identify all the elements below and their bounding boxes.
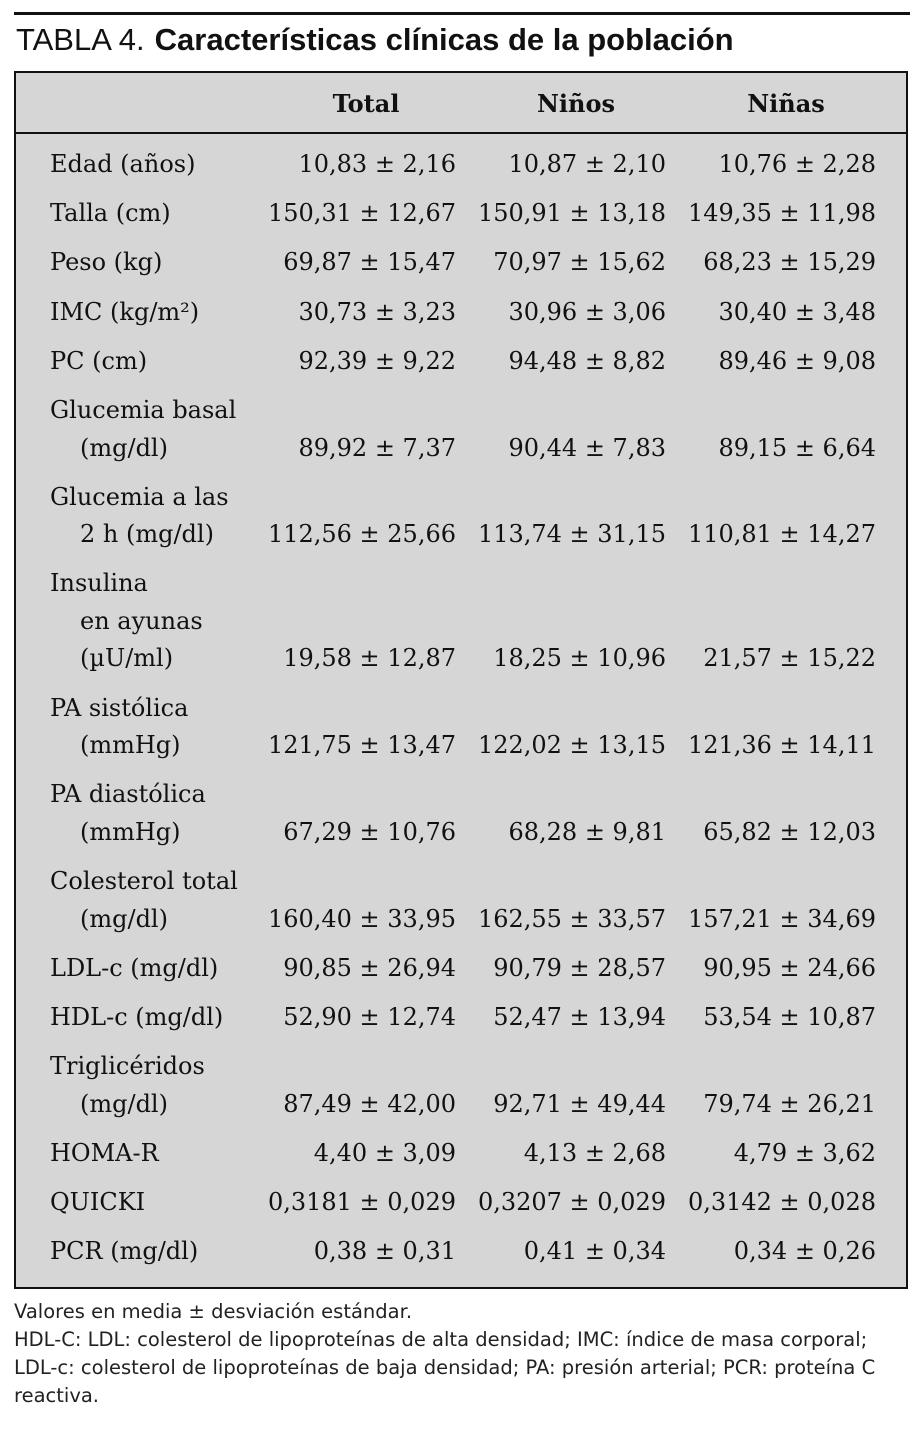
row-label: [50, 950, 290, 988]
value-ninos: 113,74 ± 31,15: [477, 520, 666, 549]
row-label-line: IMC (kg/m²): [50, 297, 200, 326]
row-label-line: PC (cm): [50, 346, 148, 375]
header-total: Total: [332, 89, 400, 118]
row-label-line: Glucemia a las: [50, 482, 229, 511]
table-row: [16, 1048, 906, 1123]
row-label-line: (mg/dl): [80, 433, 168, 462]
value-ninos: 0,41 ± 0,34: [523, 1237, 666, 1266]
value-ninas: 89,15 ± 6,64: [718, 433, 876, 462]
value-total: 121,75 ± 13,47: [267, 731, 456, 760]
row-label-line: en ayunas: [80, 606, 203, 635]
table-row: [16, 294, 906, 332]
row-label-line: PA diastólica: [50, 780, 206, 809]
row-label-line: Peso (kg): [50, 248, 163, 277]
table-row: [16, 146, 906, 184]
table-row: [16, 392, 906, 467]
value-ninos: 52,47 ± 13,94: [493, 1002, 666, 1031]
value-total: 112,56 ± 25,66: [267, 520, 456, 549]
table-row: [16, 690, 906, 765]
value-ninas: 68,23 ± 15,29: [703, 248, 876, 277]
row-label-line: (mg/dl): [80, 1089, 168, 1118]
row-label-line: PCR (mg/dl): [50, 1237, 199, 1266]
value-ninas: 4,79 ± 3,62: [733, 1138, 876, 1167]
value-ninos: 70,97 ± 15,62: [493, 248, 666, 277]
row-label-line: (mmHg): [80, 731, 181, 760]
value-total: 4,40 ± 3,09: [313, 1138, 456, 1167]
row-label: [50, 479, 290, 554]
row-label-line: QUICKI: [50, 1188, 146, 1216]
value-total: 150,31 ± 12,67: [267, 199, 456, 228]
value-total: 87,49 ± 42,00: [283, 1089, 456, 1118]
table-caption: Características clínicas de la población: [154, 22, 734, 57]
value-total: 19,58 ± 12,87: [283, 644, 456, 673]
row-label: [50, 146, 290, 184]
value-ninos: 94,48 ± 8,82: [508, 346, 666, 375]
data-table: [14, 71, 908, 1289]
value-total: 30,73 ± 3,23: [298, 297, 456, 326]
row-label-line: Glucemia basal: [50, 396, 237, 424]
row-label-line: HDL-c (mg/dl): [50, 1002, 224, 1031]
value-ninas: 21,57 ± 15,22: [703, 644, 876, 673]
value-total: 69,87 ± 15,47: [283, 248, 456, 277]
table-row: [16, 1233, 906, 1271]
value-ninas: 110,81 ± 14,27: [687, 520, 876, 549]
value-total: 0,3181 ± 0,029: [267, 1188, 456, 1216]
value-ninos: 4,13 ± 2,68: [523, 1138, 666, 1167]
table-label: TABLA 4.: [16, 22, 145, 57]
row-label: [50, 244, 290, 282]
value-ninas: 149,35 ± 11,98: [687, 199, 876, 228]
row-label: [50, 294, 290, 332]
value-ninas: 79,74 ± 26,21: [703, 1089, 876, 1118]
row-label-line: HOMA-R: [50, 1138, 159, 1167]
row-label: [50, 1048, 290, 1123]
value-ninas: 121,36 ± 14,11: [687, 731, 876, 760]
value-ninos: 162,55 ± 33,57: [477, 904, 666, 933]
row-label: [50, 1135, 290, 1173]
value-ninos: 150,91 ± 13,18: [477, 199, 666, 228]
value-ninas: 0,3142 ± 0,028: [687, 1188, 876, 1216]
table-row: [16, 863, 906, 938]
row-label: [50, 343, 290, 381]
value-ninas: 53,54 ± 10,87: [703, 1002, 876, 1031]
row-label: [50, 1233, 290, 1271]
row-label-line: (mg/dl): [80, 904, 168, 933]
table-row: [16, 343, 906, 381]
table-row: [16, 950, 906, 988]
value-ninos: 68,28 ± 9,81: [508, 817, 666, 846]
row-label-line: Talla (cm): [50, 199, 171, 228]
value-ninos: 18,25 ± 10,96: [493, 644, 666, 673]
value-total: 52,90 ± 12,74: [283, 1002, 456, 1031]
value-ninas: 10,76 ± 2,28: [718, 150, 876, 178]
table-row: [16, 195, 906, 233]
value-ninas: 90,95 ± 24,66: [703, 953, 876, 982]
value-total: 90,85 ± 26,94: [283, 953, 456, 982]
row-label-line: Edad (años): [50, 150, 196, 178]
value-ninos: 10,87 ± 2,10: [508, 150, 666, 178]
value-ninas: 157,21 ± 34,69: [687, 904, 876, 933]
table-row: [16, 776, 906, 851]
row-label: [50, 195, 290, 233]
table-row: [16, 1135, 906, 1173]
row-label: [50, 690, 290, 765]
row-label-line: LDL-c (mg/dl): [50, 953, 219, 982]
value-ninos: 122,02 ± 13,15: [477, 731, 666, 760]
value-ninos: 90,79 ± 28,57: [493, 953, 666, 982]
table-row: [16, 565, 906, 678]
row-label-line: Colesterol total: [50, 867, 238, 895]
value-total: 160,40 ± 33,95: [267, 904, 456, 933]
row-label: [50, 776, 290, 851]
row-label-line: Insulina: [50, 569, 148, 598]
note-abbreviations: HDL-C: LDL: colesterol de lipoproteínas de alta densidad; IMC: índice de masa corporal; LDL-c: colesterol de lipoproteínas de baja densidad; PA: presión arterial; PCR: proteína C reactiva.: [14, 1328, 876, 1407]
value-ninos: 30,96 ± 3,06: [508, 297, 666, 326]
value-total: 67,29 ± 10,76: [283, 817, 456, 846]
table-row: [16, 244, 906, 282]
value-ninos: 92,71 ± 49,44: [493, 1089, 666, 1118]
top-rule: [14, 12, 910, 15]
row-label: [50, 863, 290, 938]
header-ninas: Niñas: [747, 89, 825, 118]
row-label-line: PA sistólica: [50, 693, 189, 722]
table-row: [16, 1184, 906, 1222]
value-ninas: 30,40 ± 3,48: [718, 297, 876, 326]
value-ninos: 0,3207 ± 0,029: [477, 1188, 666, 1216]
value-ninas: 89,46 ± 9,08: [718, 346, 876, 375]
row-label: [50, 1184, 290, 1222]
value-total: 89,92 ± 7,37: [298, 433, 456, 462]
value-total: 10,83 ± 2,16: [298, 150, 456, 178]
row-label-line: 2 h (mg/dl): [80, 520, 214, 549]
table-row: [16, 479, 906, 554]
table-header: [16, 73, 906, 134]
value-ninas: 0,34 ± 0,26: [733, 1237, 876, 1266]
value-total: 92,39 ± 9,22: [298, 346, 456, 375]
row-label-line: (µU/ml): [80, 644, 174, 673]
table-notes: [14, 1298, 894, 1410]
value-total: 0,38 ± 0,31: [313, 1237, 456, 1266]
header-ninos: Niños: [536, 89, 616, 118]
row-label-line: Triglicéridos: [50, 1052, 205, 1081]
row-label: [50, 392, 290, 467]
note-values: Valores en media ± desviación estándar.: [14, 1300, 413, 1323]
row-label-line: (mmHg): [80, 817, 181, 846]
table-title: [16, 20, 910, 60]
row-label: [50, 999, 290, 1037]
row-label: [50, 565, 290, 678]
value-ninos: 90,44 ± 7,83: [508, 433, 666, 462]
table-row: [16, 999, 906, 1037]
value-ninas: 65,82 ± 12,03: [703, 817, 876, 846]
